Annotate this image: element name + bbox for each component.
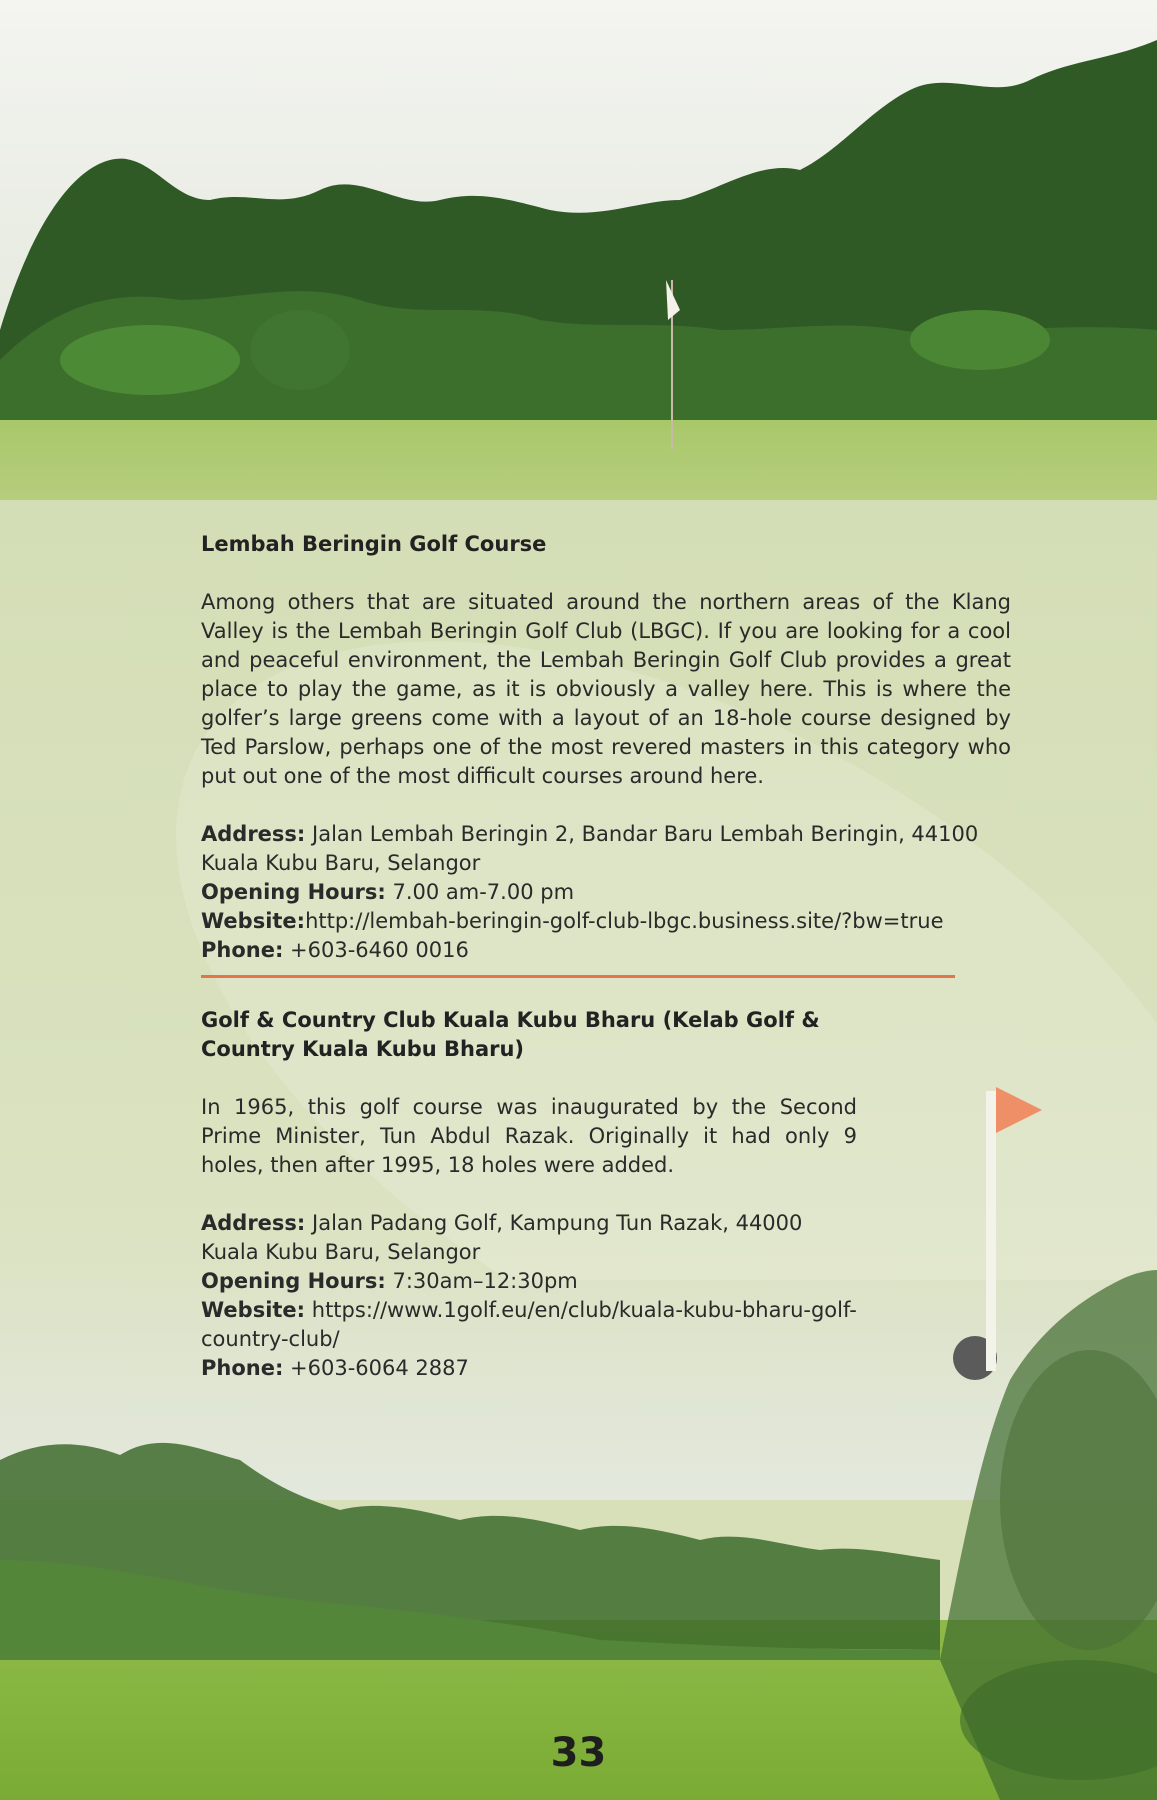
section-title: Lembah Beringin Golf Course [201, 532, 547, 556]
section-divider [201, 975, 955, 978]
section-description: Among others that are situated around the northern areas of the Klang Valley is the Lembah Beringin Golf Club (LBGC). If you are looking for a cool and peaceful environment, the Lembah Beringin Golf Club provides a great place to play the game, as it is obviously a valley here. This is where the golfer’s large greens come with a layout of an 18-hole course designed by Ted Parslow, perhaps one of the most revered masters in this category who put out one of the most difficult courses around here. [201, 590, 1011, 788]
address-line [201, 1209, 857, 1267]
section-description: In 1965, this golf course was inaugurated by the Second Prime Minister, Tun Abdul Razak. Originally it had only 9 holes, then after 1995, 18 holes were added. [201, 1095, 857, 1177]
page-number: 33 [550, 1730, 607, 1776]
top-tree-line [0, 40, 1157, 450]
hours-line [201, 878, 1011, 907]
section-lembah-beringin [201, 530, 1011, 965]
phone-label: Phone: [201, 1356, 284, 1380]
golf-flag-icon [950, 1085, 1050, 1385]
address-line [201, 820, 1011, 878]
website-label: Website: [201, 909, 306, 933]
address-label: Address: [201, 1211, 306, 1235]
section-title: Golf & Country Club Kuala Kubu Bharu (Kelab Golf & Country Kuala Kubu Bharu) [201, 1008, 820, 1061]
website-label: Website: [201, 1298, 306, 1322]
website-line [201, 1296, 857, 1354]
phone-value: +603-6460 0016 [290, 938, 469, 962]
hours-value: 7:30am–12:30pm [392, 1269, 578, 1293]
flag-pole [986, 1091, 996, 1371]
hours-label: Opening Hours: [201, 880, 386, 904]
address-value: Jalan Padang Golf, Kampung Tun Razak, 44000 Kuala Kubu Baru, Selangor [201, 1211, 803, 1264]
website-link[interactable]: http://lembah-beringin-golf-club-lbgc.business.site/?bw=true [305, 909, 944, 933]
section-kuala-kubu-bharu [201, 1006, 857, 1383]
flag-pennant [996, 1087, 1042, 1133]
address-value: Jalan Lembah Beringin 2, Bandar Baru Lembah Beringin, 44100 Kuala Kubu Baru, Selangor [201, 822, 979, 875]
website-link[interactable]: https://www.1golf.eu/en/club/kuala-kubu-bharu-golf-country-club/ [201, 1298, 857, 1351]
phone-value: +603-6064 2887 [290, 1356, 469, 1380]
phone-line [201, 1354, 857, 1383]
hours-label: Opening Hours: [201, 1269, 386, 1293]
hours-line [201, 1267, 857, 1296]
phone-label: Phone: [201, 938, 284, 962]
website-line [201, 907, 1011, 936]
address-label: Address: [201, 822, 306, 846]
hours-value: 7.00 am-7.00 pm [392, 880, 575, 904]
phone-line [201, 936, 1011, 965]
